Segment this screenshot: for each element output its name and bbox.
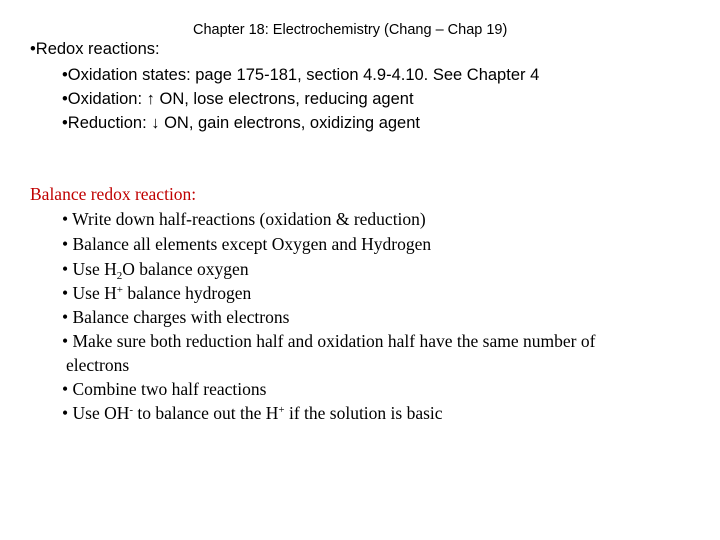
step-balance-elements: • Balance all elements except Oxygen and Hydrogen	[62, 234, 432, 254]
reduction-description: ON, gain electrons, oxidizing agent	[159, 114, 420, 132]
step-combine: • Combine two half reactions	[62, 379, 267, 399]
step-text: to balance out the H	[133, 403, 279, 423]
bullet: •	[30, 40, 36, 58]
heading-colon: :	[155, 40, 160, 58]
step-text: balance hydrogen	[122, 283, 252, 303]
step-text: • Use H	[62, 259, 117, 279]
step-half-reactions: • Write down half-reactions (oxidation & reduction)	[62, 209, 426, 229]
step-same-electrons-line2: electrons	[66, 355, 130, 375]
oxidation-label: •Oxidation:	[62, 90, 147, 108]
step-basic-solution	[62, 405, 443, 423]
step-text: O balance oxygen	[122, 259, 249, 279]
heading-text: Redox reactions	[35, 40, 156, 58]
reduction-item	[62, 115, 420, 132]
slide-title: Chapter 18: Electrochemistry (Chang – Chap 19)	[193, 22, 508, 38]
superscript: +	[116, 284, 123, 296]
up-arrow-icon: ↑	[146, 90, 155, 108]
oxidation-states-item: •Oxidation states: page 175-181, section 4.9-4.10. See Chapter 4	[62, 66, 540, 84]
oxidation-item	[62, 91, 414, 108]
step-same-electrons-line1: • Make sure both reduction half and oxidation half have the same number of	[62, 331, 596, 351]
step-balance-hydrogen	[62, 285, 251, 303]
superscript: +	[278, 404, 285, 416]
redox-reactions-heading	[30, 41, 160, 58]
step-balance-charges: • Balance charges with electrons	[62, 307, 290, 327]
reduction-label: •Reduction:	[62, 114, 152, 132]
step-text: • Use H	[62, 283, 117, 303]
oxidation-description: ON, lose electrons, reducing agent	[154, 90, 414, 108]
subscript: 2	[116, 270, 123, 282]
down-arrow-icon: ↓	[151, 114, 160, 132]
step-text: if the solution is basic	[284, 403, 443, 423]
balance-redox-heading: Balance redox reaction:	[30, 184, 197, 204]
superscript: -	[129, 404, 134, 416]
step-balance-oxygen	[62, 259, 249, 282]
step-text: • Use OH	[62, 403, 130, 423]
